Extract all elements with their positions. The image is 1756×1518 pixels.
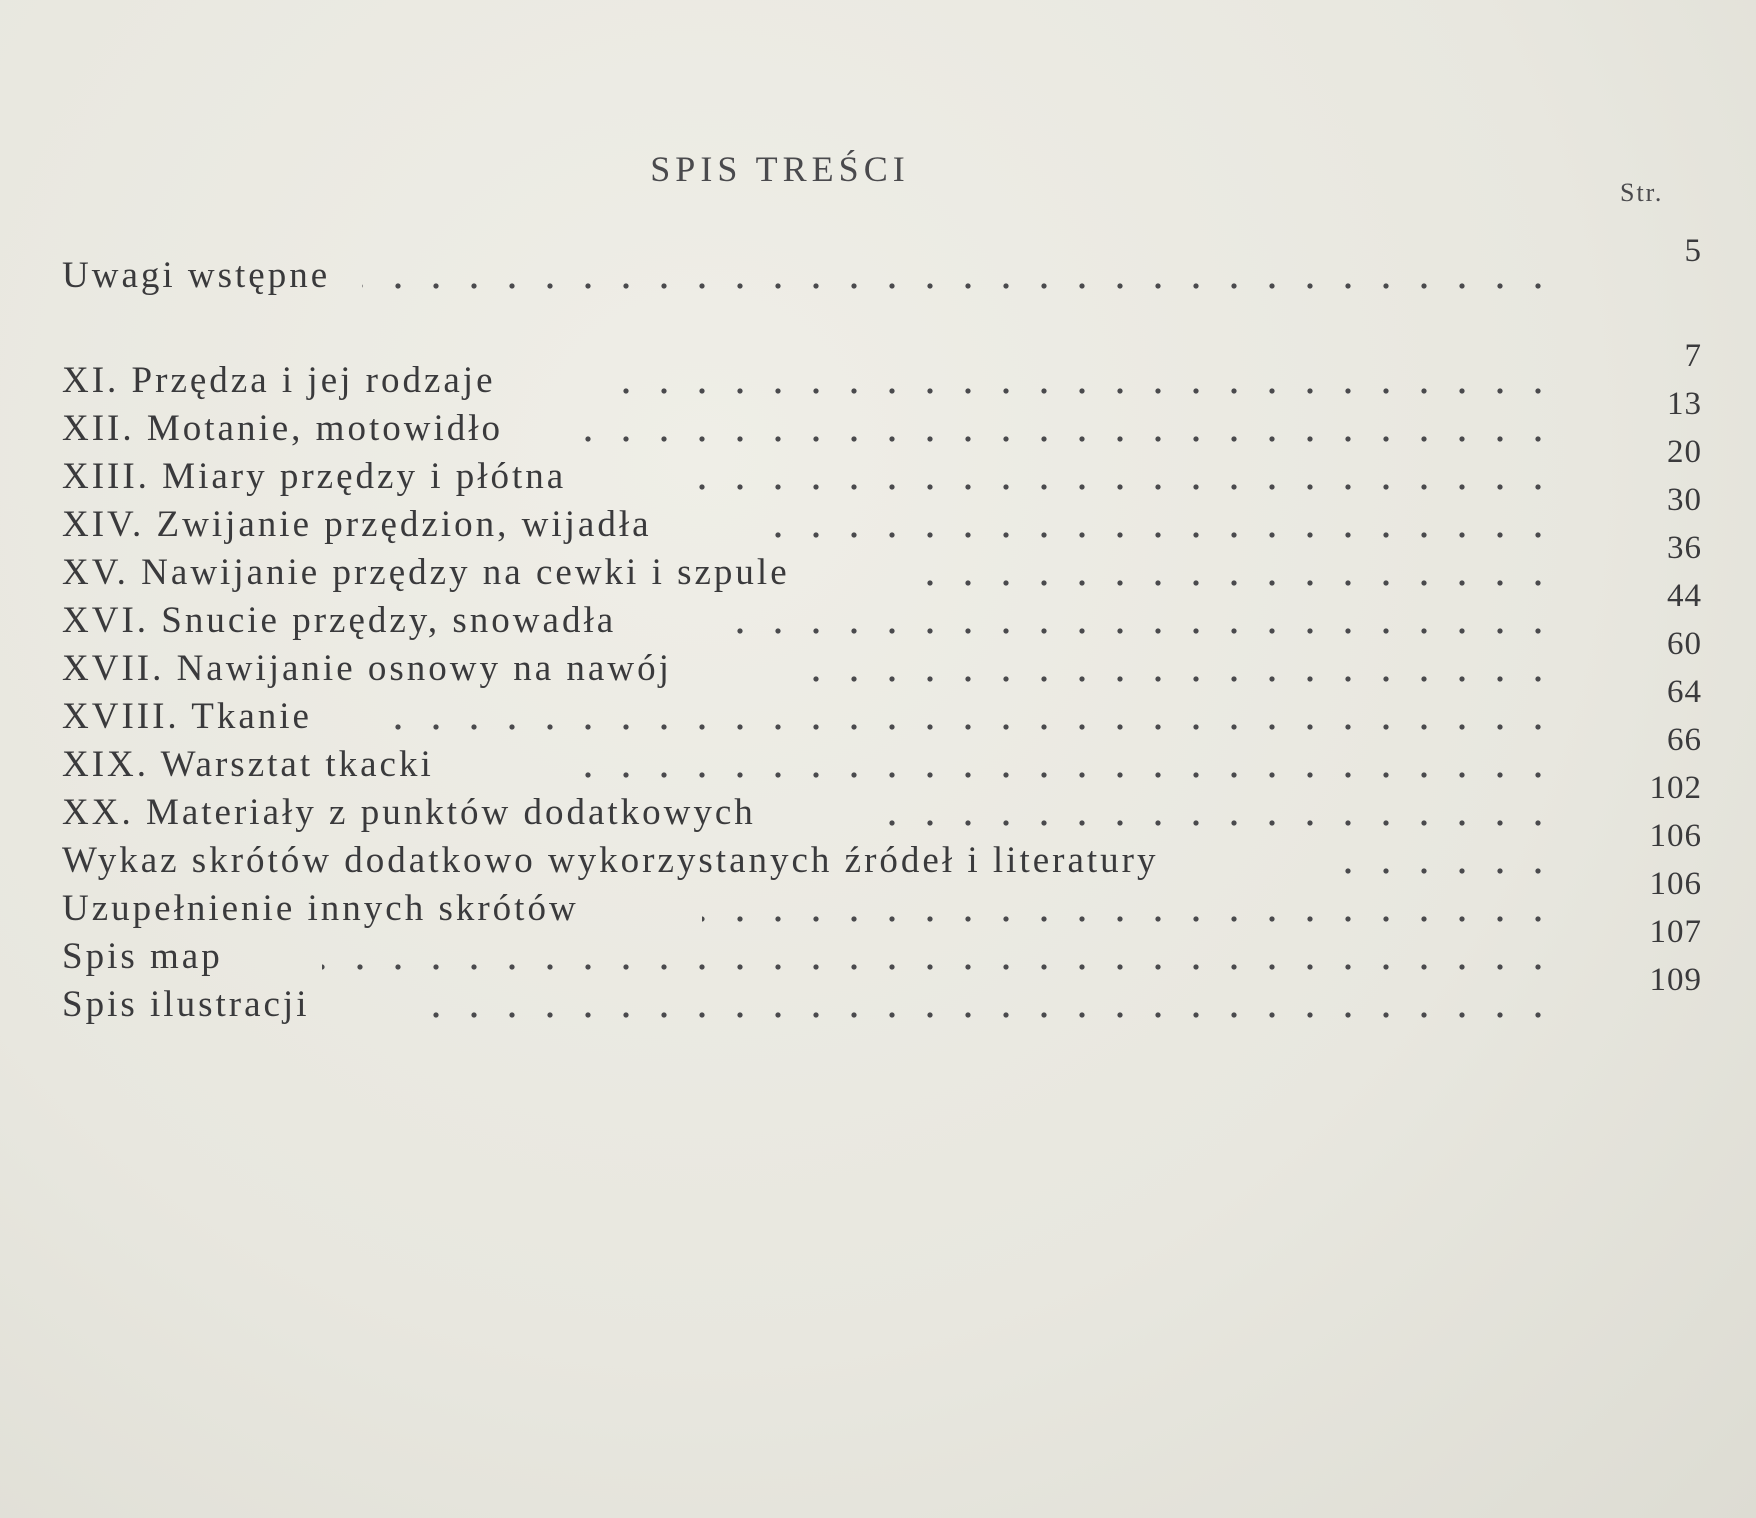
- toc-entry: [62, 818, 1702, 886]
- toc-leader-dots: [562, 770, 1557, 780]
- toc-entry: [62, 962, 1702, 1030]
- toc-entry-title: XII. Motanie, motowidło: [62, 408, 504, 449]
- toc-leader-dots: [702, 914, 1557, 924]
- toc-entry-title: XVI. Snucie przędzy, snowadła: [62, 600, 617, 641]
- toc-entry-page: 60: [1667, 626, 1702, 662]
- toc-entry-page: 30: [1667, 482, 1702, 518]
- toc-entry-page: 44: [1667, 578, 1702, 614]
- toc-entry-title: XVIII. Tkanie: [62, 696, 312, 737]
- toc-entry-title: Uwagi wstępne: [62, 255, 331, 296]
- toc-entry: [62, 674, 1702, 742]
- toc-entry: [62, 578, 1702, 646]
- toc-entry-title: XV. Nawijanie przędzy na cewki i szpule: [62, 552, 790, 593]
- toc-entry-page: 36: [1667, 530, 1702, 566]
- page-title: SPIS TREŚCI: [650, 149, 910, 189]
- toc-entry: [62, 866, 1702, 934]
- toc-entry-page: 106: [1649, 866, 1702, 902]
- toc-entry-page: 64: [1667, 674, 1702, 710]
- toc-leader-dots: [782, 674, 1557, 684]
- toc-entry-page: 20: [1667, 434, 1702, 470]
- toc-entry: [62, 530, 1702, 598]
- toc-entry: [62, 338, 1702, 406]
- toc-entry-page: 7: [1684, 338, 1702, 374]
- toc-entry-page: 109: [1649, 962, 1702, 998]
- toc-leader-dots: [752, 530, 1557, 540]
- toc-entry-title: XIX. Warsztat tkacki: [62, 744, 434, 785]
- toc-leader-dots: [1342, 866, 1557, 876]
- toc-leader-dots: [922, 578, 1557, 588]
- toc-leader-dots: [562, 434, 1557, 444]
- toc-entry-title: Wykaz skrótów dodatkowo wykorzystanych źródeł i literatury: [62, 840, 1159, 881]
- toc-leader-dots: [672, 482, 1557, 492]
- toc-entry-page: 66: [1667, 722, 1702, 758]
- toc-entry-title: XVII. Nawijanie osnowy na nawój: [62, 648, 672, 689]
- toc-leader-dots: [322, 962, 1557, 972]
- toc-entry-title: XIII. Miary przędzy i płótna: [62, 456, 567, 497]
- toc-entry: [62, 233, 1702, 301]
- toc-leader-dots: [392, 722, 1557, 732]
- toc-leader-dots: [882, 818, 1557, 828]
- toc-leader-dots: [602, 386, 1557, 396]
- toc-entry-title: XX. Materiały z punktów dodatkowych: [62, 792, 756, 833]
- toc-entry-title: XIV. Zwijanie przędzion, wijadła: [62, 504, 652, 545]
- toc-entry-title: Spis map: [62, 936, 223, 977]
- toc-entry: [62, 770, 1702, 838]
- toc-entry-page: 107: [1649, 914, 1702, 950]
- toc-entry: [62, 626, 1702, 694]
- toc-entry: [62, 434, 1702, 502]
- toc-leader-dots: [402, 1010, 1557, 1020]
- toc-entry: [62, 914, 1702, 982]
- toc-entry-page: 5: [1684, 233, 1702, 269]
- toc-leader-dots: [362, 281, 1557, 291]
- toc-leader-dots: [712, 626, 1557, 636]
- toc-entry: [62, 722, 1702, 790]
- toc-entry-title: XI. Przędza i jej rodzaje: [62, 360, 496, 401]
- toc-entry: [62, 482, 1702, 550]
- toc-entry-page: 106: [1649, 818, 1702, 854]
- toc-entry-title: Spis ilustracji: [62, 984, 310, 1025]
- toc-entry: [62, 386, 1702, 454]
- toc-entry-page: 13: [1667, 386, 1702, 422]
- page-column-label: Str.: [1620, 178, 1664, 207]
- toc-entry-page: 102: [1649, 770, 1702, 806]
- toc-entry-title: Uzupełnienie innych skrótów: [62, 888, 579, 929]
